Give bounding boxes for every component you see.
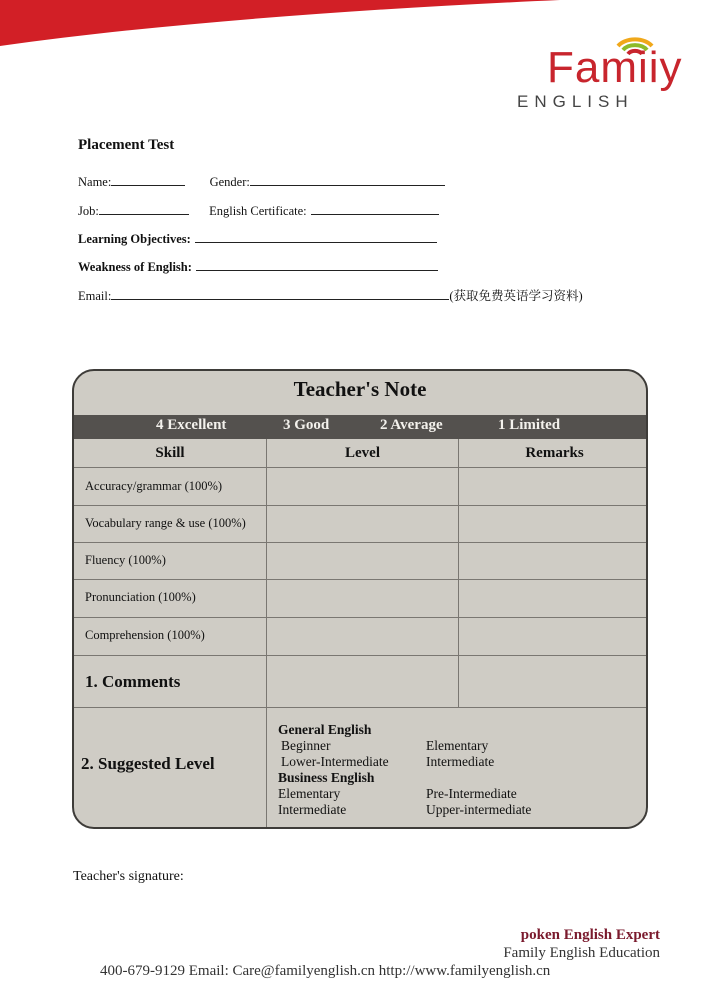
family-english-logo xyxy=(512,28,692,118)
footer-company: Family English Education xyxy=(503,945,660,961)
weakness-field[interactable] xyxy=(196,258,438,271)
grid-line xyxy=(266,439,267,829)
grid-line xyxy=(74,707,646,708)
level-option: Upper-intermediate xyxy=(426,802,532,817)
weakness-row xyxy=(78,258,438,275)
skill-accuracy: Accuracy/grammar (100%) xyxy=(85,479,223,493)
scale-excellent: 4 Excellent xyxy=(156,417,227,433)
email-row xyxy=(78,286,583,304)
objectives-row xyxy=(78,230,437,247)
col-header-level: Level xyxy=(345,445,380,461)
email-field[interactable] xyxy=(111,287,449,300)
job-cert-row xyxy=(78,202,439,219)
job-field[interactable] xyxy=(99,202,189,215)
logo-word: Famiiy xyxy=(547,43,683,92)
col-header-skill: Skill xyxy=(155,445,185,461)
name-gender-row xyxy=(78,173,445,190)
name-label: Name: xyxy=(78,175,112,189)
page-title: Placement Test xyxy=(78,137,175,153)
level-option: Intermediate xyxy=(426,754,495,769)
teachers-note-card xyxy=(72,369,648,829)
scale-average: 2 Average xyxy=(380,417,443,433)
col-header-remarks: Remarks xyxy=(525,445,584,461)
business-english-heading: Business English xyxy=(278,770,375,785)
footer-tagline: poken English Expert xyxy=(520,927,660,943)
job-label: Job: xyxy=(78,204,99,218)
skill-pronunciation: Pronunciation (100%) xyxy=(85,590,196,604)
logo-subtitle: ENGLISH xyxy=(517,92,634,111)
grid-line xyxy=(74,505,646,506)
level-option: Elementary xyxy=(426,738,489,753)
gender-label: Gender: xyxy=(209,175,250,189)
level-option: Lower-Intermediate xyxy=(281,754,389,769)
level-option: Elementary xyxy=(278,786,341,801)
general-english-heading: General English xyxy=(278,722,372,737)
level-option: Intermediate xyxy=(278,802,347,817)
email-label: Email: xyxy=(78,289,112,303)
certificate-label: English Certificate: xyxy=(209,204,307,218)
skill-comprehension: Comprehension (100%) xyxy=(85,628,205,642)
name-field[interactable] xyxy=(111,173,185,186)
skill-vocabulary: Vocabulary range & use (100%) xyxy=(85,516,246,530)
grid-line xyxy=(74,655,646,656)
grid-line xyxy=(74,579,646,580)
weakness-label: Weakness of English: xyxy=(78,260,192,274)
footer-contact: 400-679-9129 Email: Care@familyenglish.cn http://www.familyenglish.cn xyxy=(100,963,551,979)
rating-scale-bar xyxy=(74,415,646,439)
grid-line xyxy=(74,542,646,543)
skill-fluency: Fluency (100%) xyxy=(85,553,166,567)
gender-field[interactable] xyxy=(250,173,445,186)
grid-line xyxy=(74,617,646,618)
comments-label: 1. Comments xyxy=(85,672,181,691)
grid-line xyxy=(458,439,459,707)
suggested-level-label: 2. Suggested Level xyxy=(81,754,215,773)
scale-limited: 1 Limited xyxy=(498,417,561,433)
grid-line xyxy=(74,467,646,468)
email-note: (获取免费英语学习资料) xyxy=(449,289,583,303)
teacher-signature-label: Teacher's signature: xyxy=(73,869,184,884)
level-option: Beginner xyxy=(281,738,331,753)
objectives-label: Learning Objectives: xyxy=(78,232,191,246)
card-title: Teacher's Note xyxy=(293,377,427,401)
level-option: Pre-Intermediate xyxy=(426,786,517,801)
scale-good: 3 Good xyxy=(283,417,330,433)
objectives-field[interactable] xyxy=(195,230,437,243)
certificate-field[interactable] xyxy=(311,202,439,215)
